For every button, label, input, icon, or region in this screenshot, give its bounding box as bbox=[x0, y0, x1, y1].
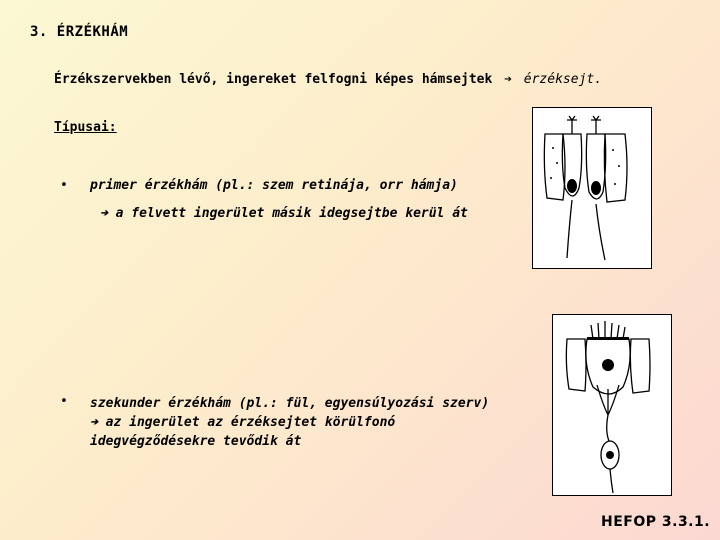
primary-epithelium-figure bbox=[532, 107, 652, 269]
bullet-primer-subtext: a felvett ingerület másik idegsejtbe kerül át bbox=[115, 206, 468, 221]
bullet-primer-text: primer érzékhám (pl.: szem retinája, orr hámja) bbox=[90, 178, 458, 193]
bullet-secondary-line1: szekunder érzékhám (pl.: fül, egyensúlyozási szerv) bbox=[90, 396, 490, 411]
bullet-secondary-line2-text: az ingerület az érzéksejtet körülfonó bbox=[105, 415, 396, 430]
secondary-epithelium-figure bbox=[552, 314, 672, 496]
intro-line bbox=[54, 72, 602, 87]
bullet-secondary-line3: idegvégződésekre tevődik át bbox=[90, 434, 302, 449]
arrow-right-icon: ➔ bbox=[90, 415, 98, 430]
types-heading: Típusai: bbox=[54, 120, 117, 135]
bullet-primer-subline bbox=[100, 206, 468, 221]
bullet-secondary-text bbox=[90, 394, 510, 451]
primary-epithelium-drawing bbox=[533, 108, 651, 268]
arrow-right-icon: ➔ bbox=[100, 206, 108, 221]
bullet-marker: • bbox=[60, 178, 68, 193]
intro-term: érzéksejt. bbox=[523, 72, 603, 87]
footer-label: HEFOP 3.3.1. bbox=[601, 514, 711, 530]
intro-text: Érzékszervekben lévő, ingereket felfogni képes hámsejtek bbox=[54, 72, 493, 87]
arrow-right-icon: ➔ bbox=[504, 72, 512, 87]
bullet-marker: • bbox=[60, 394, 68, 409]
secondary-epithelium-drawing bbox=[553, 315, 671, 495]
page-title: 3. ÉRZÉKHÁM bbox=[30, 24, 129, 40]
bullet-secondary-line2 bbox=[90, 413, 510, 432]
